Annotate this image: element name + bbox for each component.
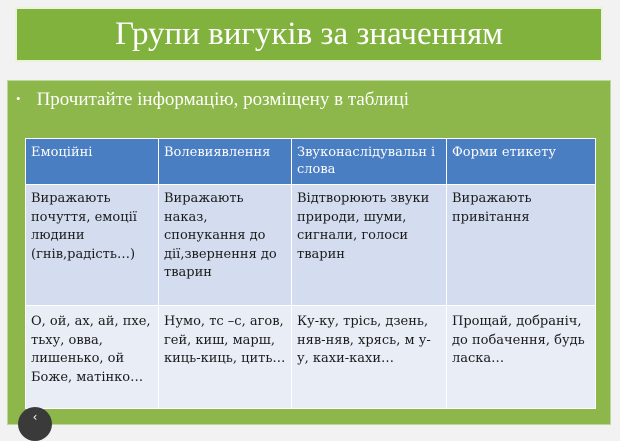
table-row (26, 306, 596, 409)
table-cell: Виражають наказ, спонукання до дії,звернення до тварин (159, 185, 292, 306)
content-panel (7, 80, 611, 425)
slide-title: Групи вигуків за значенням (114, 16, 504, 52)
header-volition: Волевиявлення (159, 139, 292, 185)
header-etiquette: Форми етикету (447, 139, 596, 185)
header-onomatopoeic: Звуконаслідувальн і слова (292, 139, 447, 185)
slide-title-bar (15, 7, 603, 62)
table-cell: Прощай, добраніч, до побачення, будь ласка… (447, 306, 596, 409)
table-cell: О, ой, ах, ай, пхе, тьху, овва, лишенько, ой Боже, матінко… (26, 306, 159, 409)
table-cell: Виражають почуття, емоції людини (гнів,радість…) (26, 185, 159, 306)
back-circle-icon[interactable]: ‹ (18, 407, 52, 441)
table-cell: Нумо, тс –с, агов, гей, киш, марш, киць-киць, цить… (159, 306, 292, 409)
instruction-line (16, 89, 409, 111)
table-row (26, 185, 596, 306)
table-cell: Ку-ку, трісь, дзень, няв-няв, хрясь, м у-у, кахи-кахи… (292, 306, 447, 409)
table-cell: Відтворюють звуки природи, шуми, сигнали, голоси тварин (292, 185, 447, 306)
header-emotional: Емоційні (26, 139, 159, 185)
instruction-text: Прочитайте інформацію, розміщену в таблиці (36, 89, 410, 110)
table-cell: Виражають привітання (447, 185, 596, 306)
table-header-row (26, 139, 596, 185)
interjection-groups-table (25, 138, 596, 409)
bullet-icon: • (16, 91, 21, 106)
